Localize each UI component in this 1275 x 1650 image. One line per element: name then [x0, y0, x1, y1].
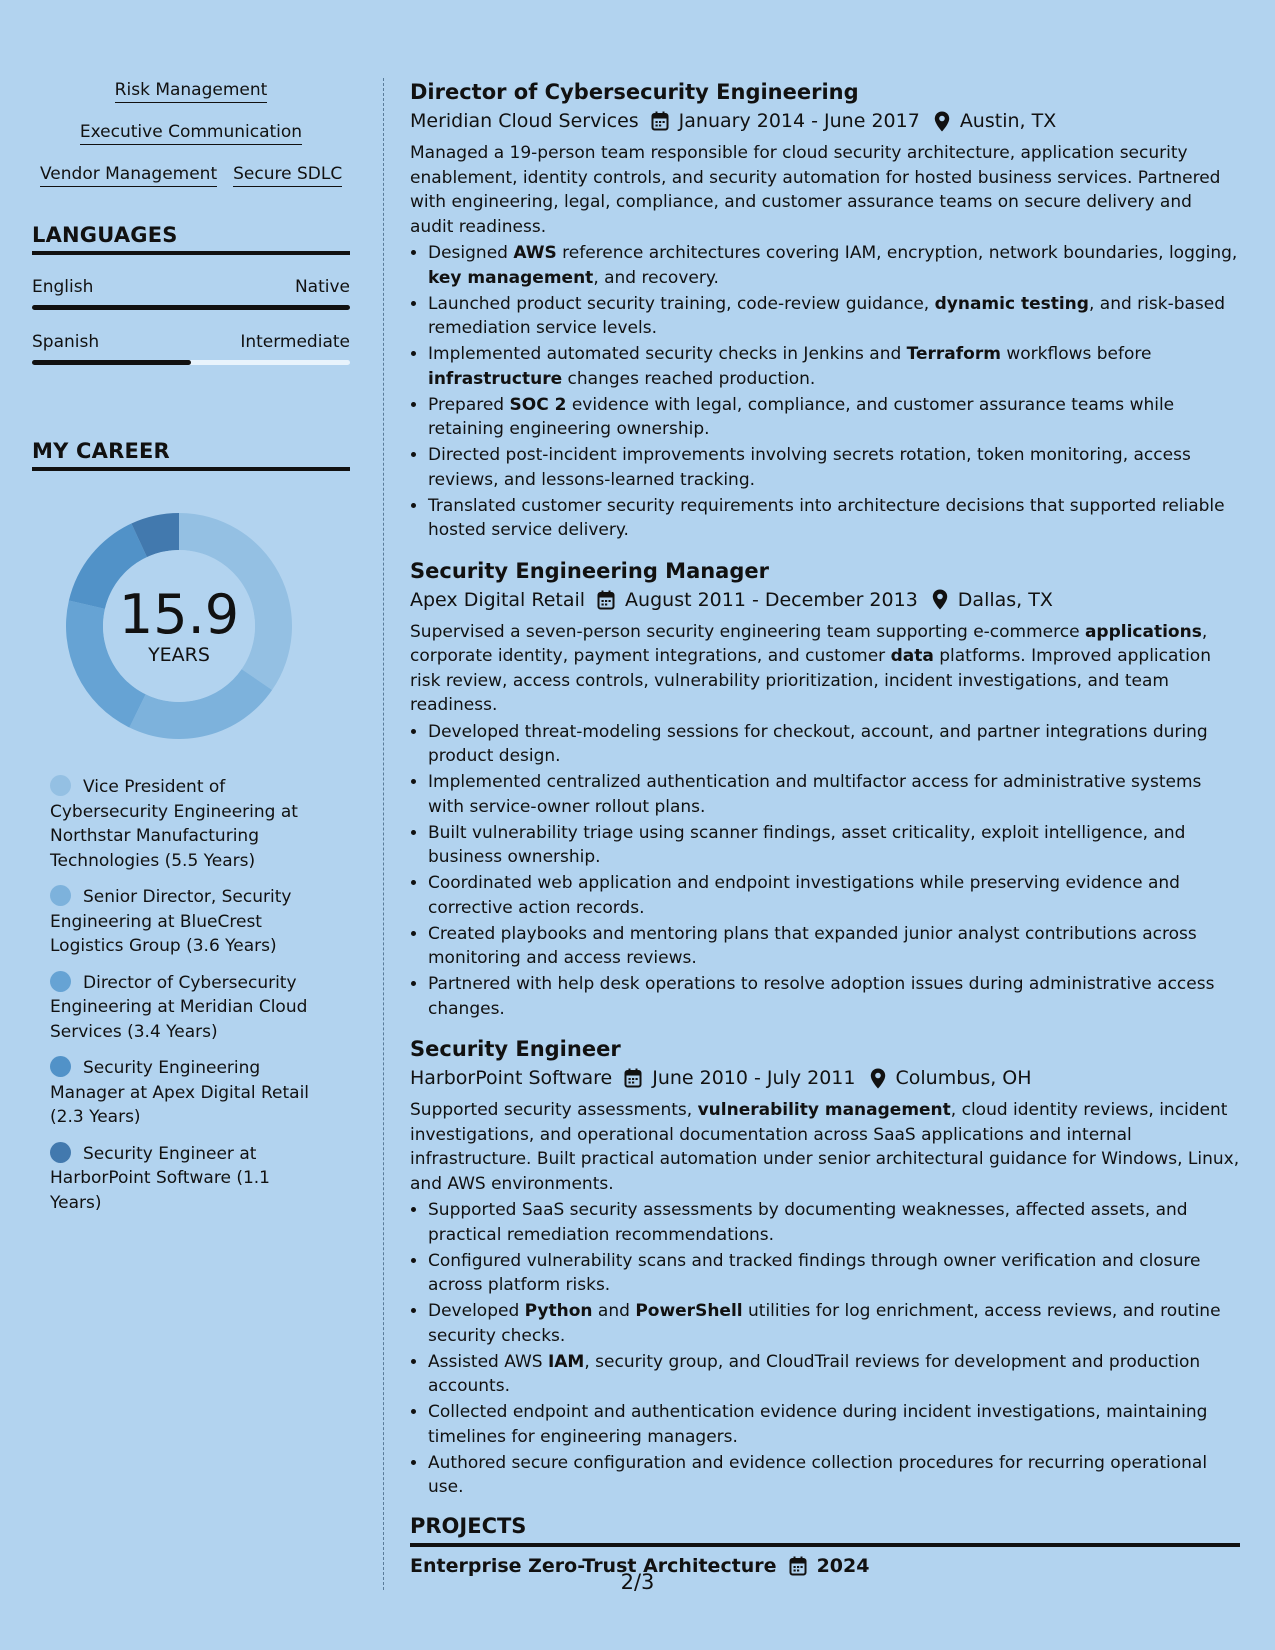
job-bullet: • Prepared SOC 2 evidence with legal, compliance, and customer assurance teams while retaining engineering ownership.: [428, 393, 1240, 442]
job-title: Director of Cybersecurity Engineering: [410, 80, 859, 104]
job-description: Managed a 19-person team responsible for cloud security architecture, application security enablement, identity controls, and security automation for hosted business services. Partnered with engineering, legal, compliance, and customer assurance teams on secure delivery and audit readiness.: [410, 143, 1221, 237]
language-item: [32, 277, 350, 310]
job-meta: [410, 110, 1240, 132]
languages-heading: LANGUAGES: [32, 223, 350, 255]
career-legend-item: [50, 885, 310, 959]
legend-label: Security Engineer at HarborPoint Software (1.1 Years): [50, 1143, 270, 1213]
job-bullets: [410, 241, 1240, 543]
language-proficiency-bar: [32, 305, 350, 310]
job-meta: [410, 1067, 1240, 1089]
column-divider: [383, 78, 384, 1590]
career-legend-item: [50, 775, 310, 873]
job-location: Dallas, TX: [957, 588, 1053, 611]
skill-tag: Executive Communication: [80, 122, 302, 145]
legend-dot: [50, 885, 71, 906]
job-company: HarborPoint Software: [410, 1067, 613, 1089]
job-entry: [410, 78, 1240, 543]
legend-dot: [50, 1142, 71, 1163]
job-bullet: • Built vulnerability triage using scanner findings, asset criticality, exploit intelligence, and business ownership.: [428, 821, 1240, 870]
job-bullet: • Assisted AWS IAM, security group, and CloudTrail reviews for development and production accounts.: [428, 1350, 1240, 1399]
job-bullet: • Authored secure configuration and evidence collection procedures for recurring operational use.: [428, 1451, 1240, 1500]
language-item: [32, 332, 350, 365]
job-description: Supervised a seven-person security engineering team supporting e-commerce applications, corporate identity, payment integrations, and customer data platforms. Improved application risk review, access controls, vulnerability prioritization, incident investigations, and team readiness.: [410, 621, 1211, 715]
legend-label: Senior Director, Security Engineering at BlueCrest Logistics Group (3.6 Years): [50, 887, 292, 956]
job-meta: [410, 589, 1240, 611]
location-pin-icon: [934, 111, 950, 132]
job-description: Supported security assessments, vulnerability management, cloud identity reviews, incident investigations, and operational documentation across SaaS applications and internal infrastructure. Built practical automation under senior architectural guidance for Windows, Linux, and AWS environments.: [410, 1100, 1240, 1194]
job-bullet: • Created playbooks and mentoring plans that expanded junior analyst contributions across monitoring and access reviews.: [428, 922, 1240, 971]
job-location: Columbus, OH: [895, 1067, 1032, 1089]
legend-dot: [50, 1056, 71, 1077]
skills-list: [32, 80, 350, 187]
career-legend: [32, 775, 310, 1215]
job-entry: [410, 557, 1240, 1022]
calendar-icon: [651, 111, 669, 131]
job-bullet: • Coordinated web application and endpoint investigations while preserving evidence and corrective action records.: [428, 871, 1240, 920]
job-bullets: [410, 1198, 1240, 1500]
skill-tag: Risk Management: [115, 80, 268, 103]
project-year: 2024: [816, 1554, 870, 1577]
job-bullet: • Translated customer security requirements into architecture decisions that supported reliable hosted service delivery.: [428, 494, 1240, 543]
language-proficiency-bar: [32, 360, 350, 365]
project-item: [410, 1555, 1240, 1577]
skills-row: [32, 122, 350, 145]
job-title: Security Engineer: [410, 1037, 621, 1061]
location-pin-icon: [870, 1068, 886, 1089]
job-bullet: • Directed post-incident improvements involving secrets rotation, token monitoring, access reviews, and lessons-learned tracking.: [428, 443, 1240, 492]
skill-tag: Vendor Management: [40, 164, 217, 187]
job-bullet: • Developed Python and PowerShell utilities for log enrichment, access reviews, and routine security checks.: [428, 1299, 1240, 1348]
sidebar: [32, 80, 350, 1227]
career-total-years: 15.9: [118, 583, 240, 646]
career-donut-chart: [66, 513, 292, 739]
calendar-icon: [789, 1556, 807, 1576]
job-entry: [410, 1035, 1240, 1500]
language-level: Intermediate: [240, 332, 350, 352]
skills-row: [32, 164, 350, 187]
language-name: English: [32, 277, 94, 297]
job-bullet: • Configured vulnerability scans and tracked findings through owner verification and closure across platform risks.: [428, 1249, 1240, 1298]
legend-dot: [50, 971, 71, 992]
legend-label: Security Engineering Manager at Apex Digital Retail (2.3 Years): [50, 1058, 310, 1127]
skill-tag: Secure SDLC: [233, 164, 342, 187]
job-bullet: • Implemented centralized authentication and multifactor access for administrative systems with service-owner rollout plans.: [428, 770, 1240, 819]
job-bullet: • Launched product security training, code-review guidance, dynamic testing, and risk-based remediation service levels.: [428, 292, 1240, 341]
career-donut-center: [66, 513, 292, 739]
legend-label: Director of Cybersecurity Engineering at Meridian Cloud Services (3.4 Years): [50, 972, 308, 1042]
career-heading: MY CAREER: [32, 439, 350, 471]
job-bullets: [410, 720, 1240, 1022]
job-dates: August 2011 - December 2013: [625, 588, 918, 611]
language-level: Native: [294, 277, 350, 297]
career-legend-item: [50, 1056, 310, 1130]
job-bullet: • Designed AWS reference architectures covering IAM, encryption, network boundaries, logging, key management, and recovery.: [428, 241, 1240, 290]
calendar-icon: [624, 1068, 642, 1088]
legend-label: Vice President of Cybersecurity Engineering at Northstar Manufacturing Technologies (5.5 Years): [50, 777, 298, 871]
job-company: Apex Digital Retail: [410, 588, 586, 611]
main-column: [410, 78, 1240, 1577]
job-dates: January 2014 - June 2017: [678, 110, 920, 132]
job-bullet: • Partnered with help desk operations to resolve adoption issues during administrative access changes.: [428, 972, 1240, 1021]
location-pin-icon: [932, 589, 948, 610]
page-number: 2/3: [620, 1570, 655, 1594]
job-bullet: • Supported SaaS security assessments by documenting weaknesses, affected assets, and practical remediation recommendations.: [428, 1198, 1240, 1247]
projects-heading: PROJECTS: [410, 1514, 1240, 1547]
job-bullet: • Collected endpoint and authentication evidence during incident investigations, maintaining timelines for engineering managers.: [428, 1400, 1240, 1449]
job-location: Austin, TX: [959, 110, 1057, 132]
legend-dot: [50, 775, 71, 796]
job-title: Security Engineering Manager: [410, 558, 769, 583]
job-bullet: • Developed threat-modeling sessions for checkout, account, and partner integrations during product design.: [428, 720, 1240, 769]
job-company: Meridian Cloud Services: [410, 110, 639, 132]
career-legend-item: [50, 971, 310, 1045]
calendar-icon: [597, 590, 615, 610]
job-bullet: • Implemented automated security checks in Jenkins and Terraform workflows before infrastructure changes reached production.: [428, 342, 1240, 391]
language-proficiency-fill: [32, 305, 350, 310]
project-name: Enterprise Zero-Trust Architecture: [410, 1554, 777, 1577]
job-dates: June 2010 - July 2011: [652, 1067, 856, 1089]
career-legend-item: [50, 1142, 310, 1216]
language-proficiency-fill: [32, 360, 191, 365]
skills-row: [32, 80, 350, 103]
career-total-unit: YEARS: [148, 644, 210, 666]
language-name: Spanish: [32, 332, 100, 352]
